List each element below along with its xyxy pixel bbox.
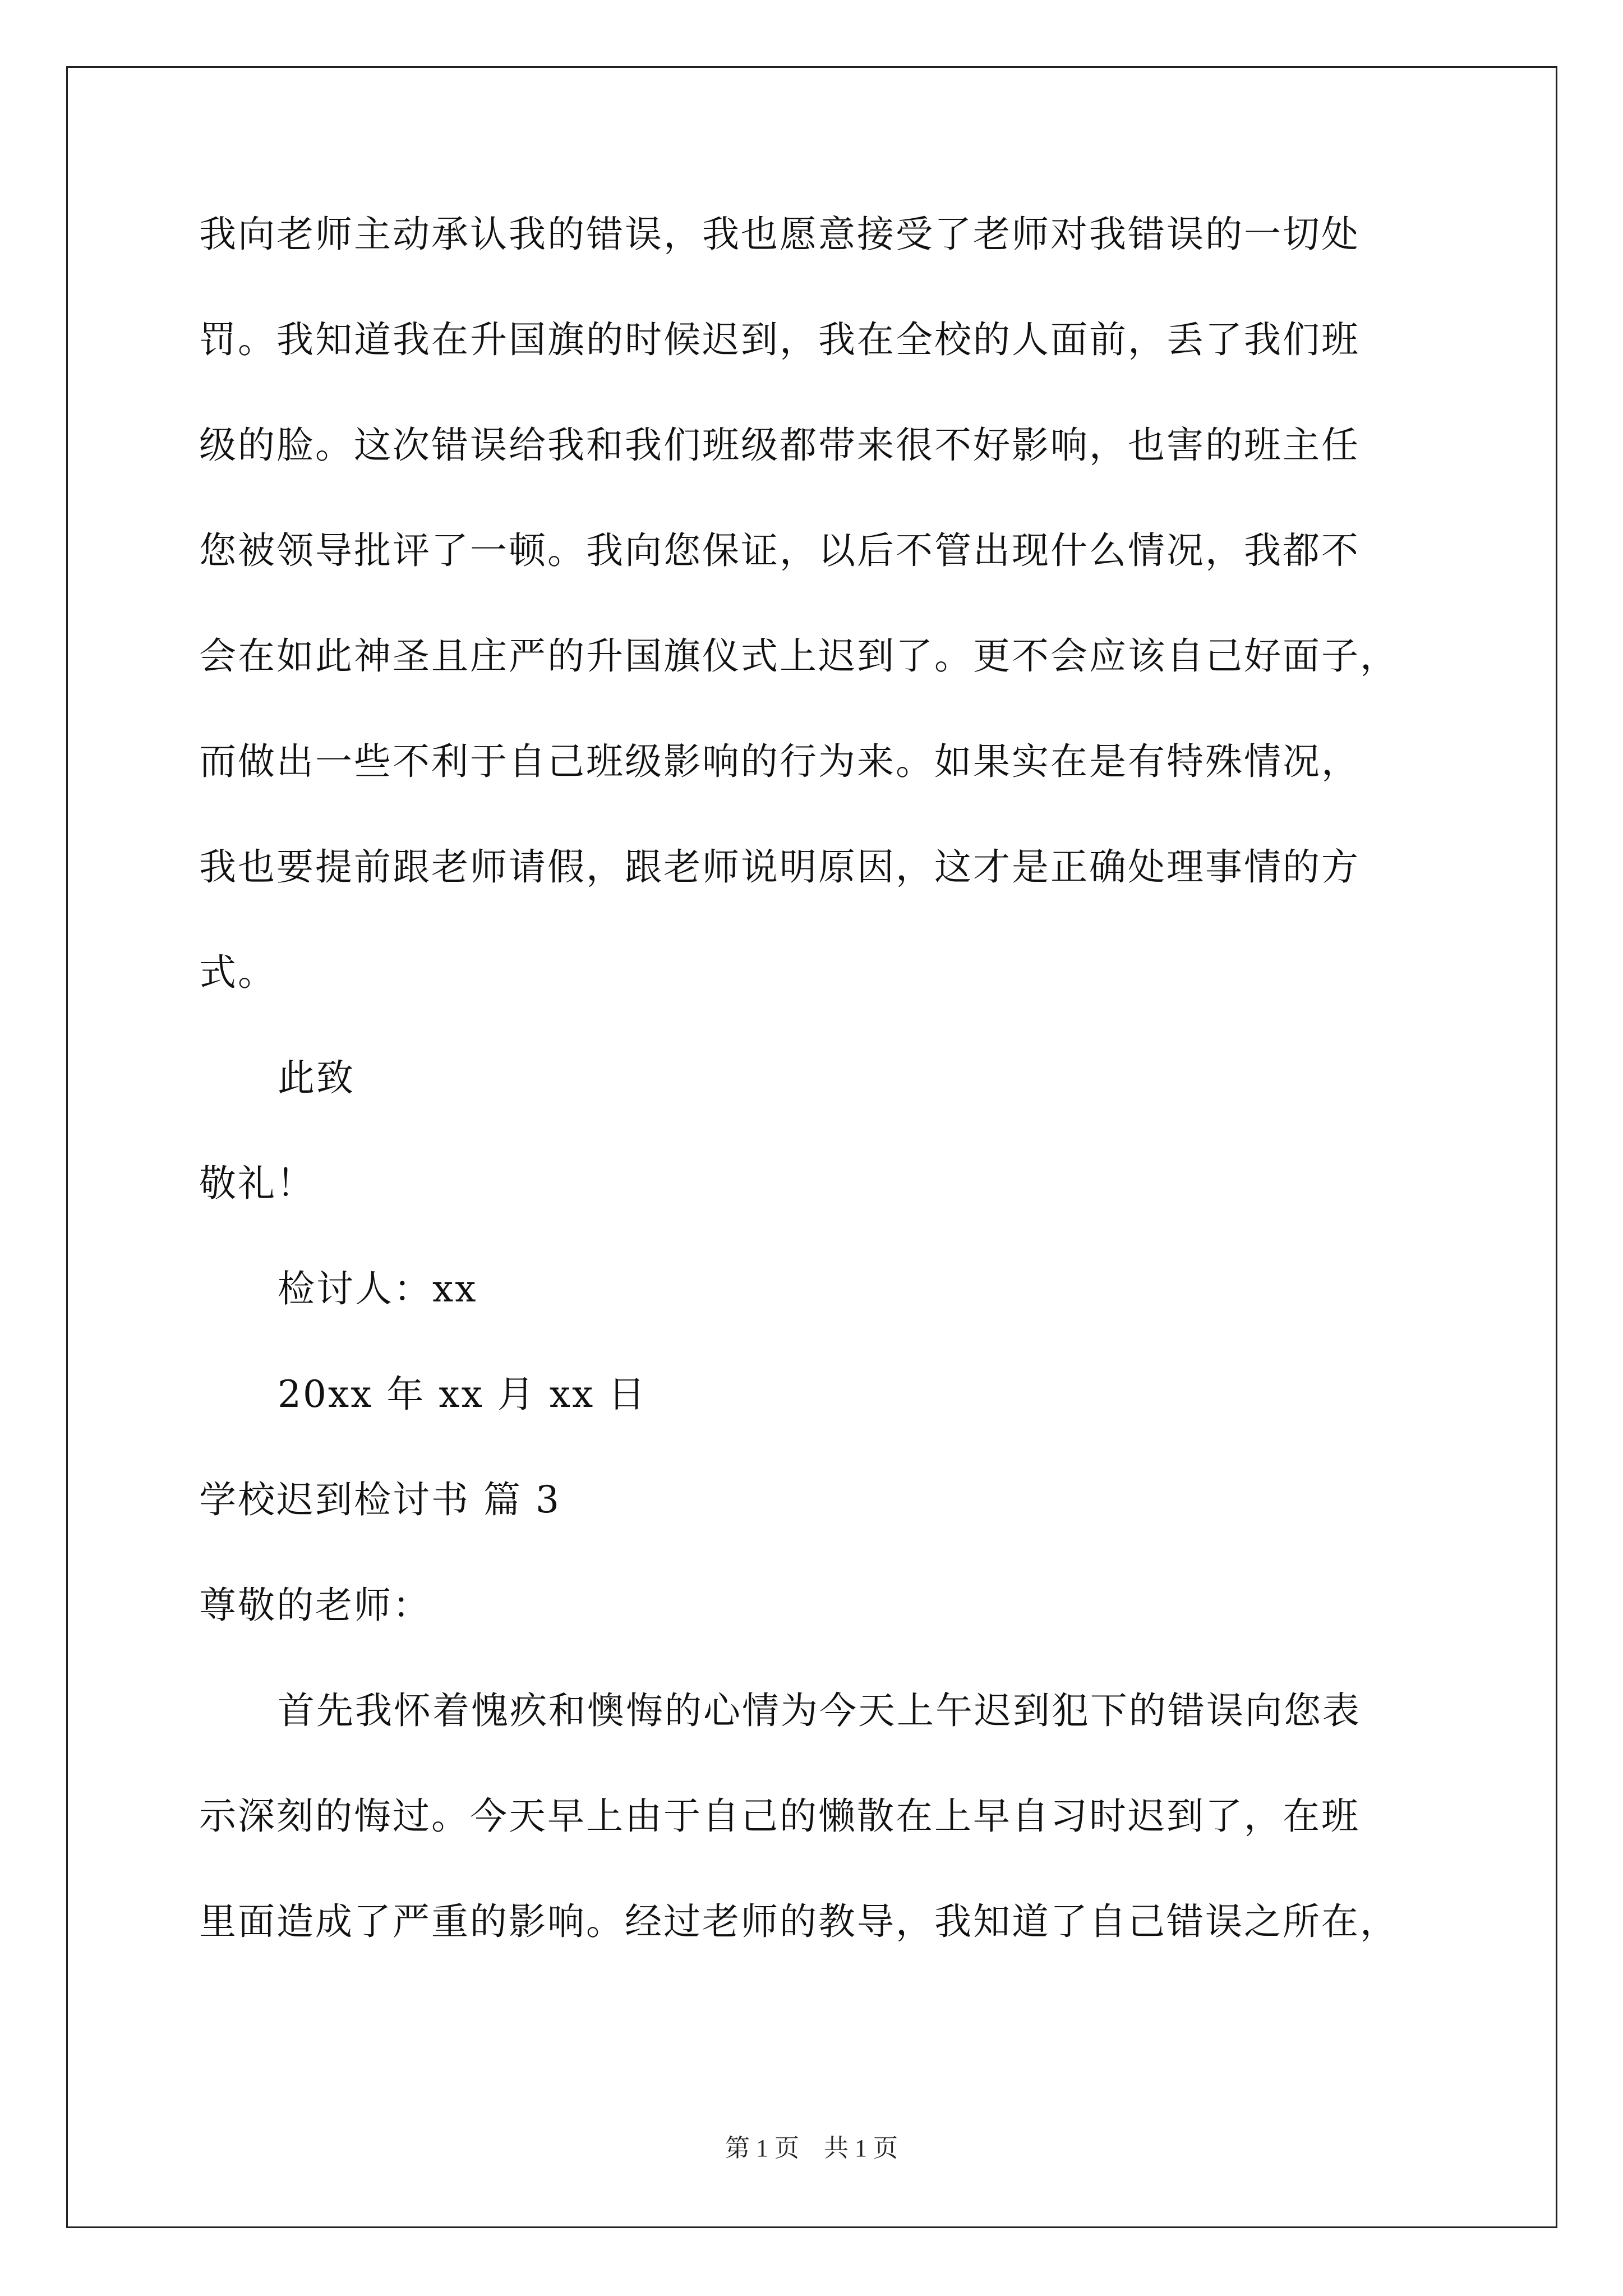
document-body bbox=[199, 213, 1464, 2006]
body-line: 而做出一些不利于自己班级影响的行为来。如果实在是有特殊情况， bbox=[199, 740, 1360, 783]
body-line: 式。 bbox=[199, 951, 276, 994]
page-footer: 第 1 页 共 1 页 bbox=[725, 2134, 898, 2162]
signature-line: 检讨人：xx bbox=[278, 1267, 478, 1310]
body-line: 我也要提前跟老师请假，跟老师说明原因，这才是正确处理事情的方 bbox=[199, 845, 1360, 889]
closing-regards: 敬礼！ bbox=[199, 1162, 315, 1205]
body-line: 示深刻的悔过。今天早上由于自己的懒散在上早自习时迟到了，在班 bbox=[199, 1795, 1360, 1838]
body-line: 级的脸。这次错误给我和我们班级都带来很不好影响，也害的班主任 bbox=[199, 424, 1360, 467]
body-line: 您被领导批评了一顿。我向您保证，以后不管出现什么情况，我都不 bbox=[199, 529, 1360, 572]
section-title: 学校迟到检讨书 篇 3 bbox=[199, 1478, 561, 1521]
body-line: 我向老师主动承认我的错误，我也愿意接受了老师对我错误的一切处 bbox=[199, 213, 1360, 256]
body-line: 首先我怀着愧疚和懊悔的心情为今天上午迟到犯下的错误向您表 bbox=[278, 1689, 1361, 1732]
greeting-line: 尊敬的老师： bbox=[199, 1584, 431, 1627]
body-line: 会在如此神圣且庄严的升国旗仪式上迟到了。更不会应该自己好面子， bbox=[199, 634, 1399, 678]
body-line: 罚。我知道我在升国旗的时候迟到，我在全校的人面前，丢了我们班 bbox=[199, 318, 1360, 361]
date-line: 20xx 年 xx 月 xx 日 bbox=[278, 1373, 647, 1416]
body-line: 里面造成了严重的影响。经过老师的教导，我知道了自己错误之所在， bbox=[199, 1900, 1399, 1943]
closing-salutation: 此致 bbox=[278, 1056, 355, 1099]
